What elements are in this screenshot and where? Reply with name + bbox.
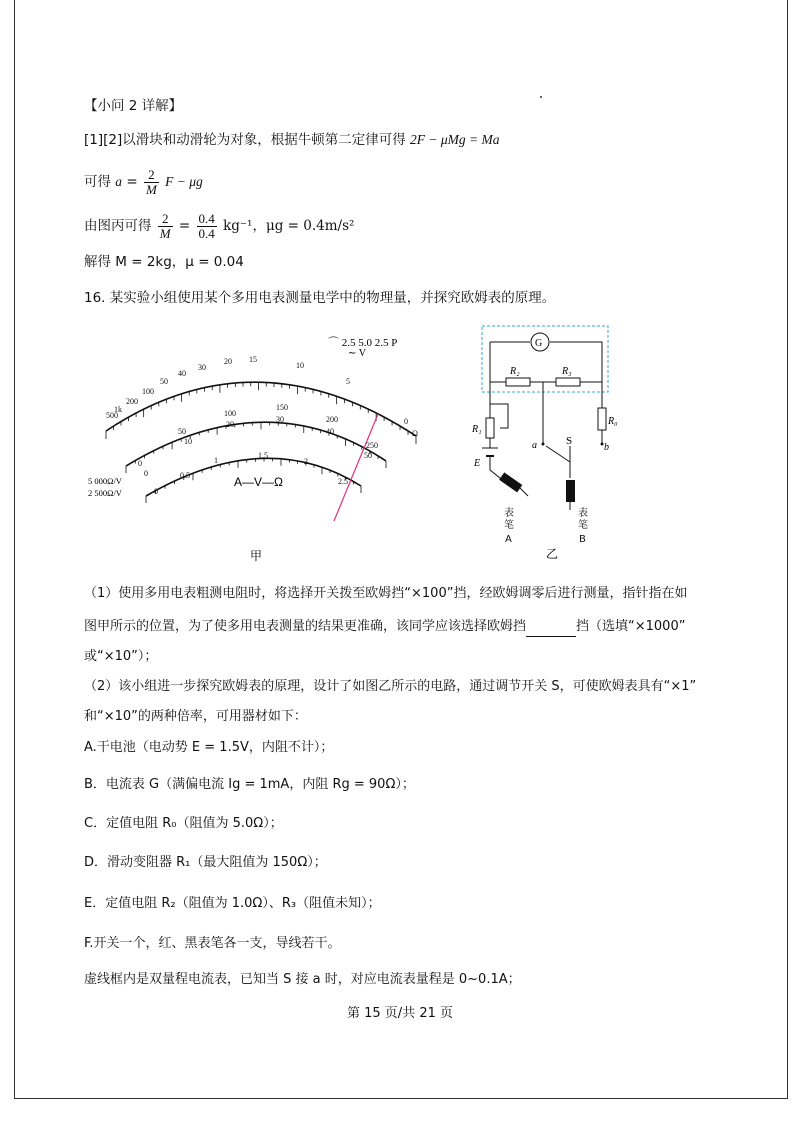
dc-label-2: 40 [326,427,334,436]
r1-label: R₁ [472,424,482,435]
switch-s [546,446,570,462]
probe-b-label: 笔 [578,520,588,531]
fraction-2-over-m [144,168,159,197]
dc-label: 250 [366,441,378,450]
part-2-line-1: （2）该小组进一步探究欧姆表的原理，设计了如图乙所示的电路，通过调节开关 S，可使欧姆表具有“×1” [84,679,697,694]
ohm-label: 40 [178,369,186,378]
figure-caption-jia: 甲 [250,549,263,563]
fraction-2-over-m-b [158,212,173,241]
fraction-denominator: 0.4 [198,226,215,241]
inner-label: 0.5 [180,471,190,480]
ohm-label: 500 [106,411,118,420]
resistor-r2 [506,378,530,386]
dc-label-2: 0 [144,469,148,478]
dc-label: 0 [138,459,142,468]
battery-label: E [474,458,481,469]
derivation-2-tail: F − μg [165,174,203,189]
inner-label: 1.5 [258,451,268,460]
inner-label: 0 [154,487,158,496]
newton-equation: 2F − μMg = Ma [410,132,500,147]
multimeter-dial-figure [86,326,432,566]
dial-top-marks: ⌒ 2.5 5.0 2.5 P [328,337,398,349]
dc-label: 100 [224,409,236,418]
probe-b-label: B [579,534,586,545]
section-title: 【小问 2 详解】 [84,98,183,114]
r2-label: R₂ [510,366,520,377]
probe-a-label: A [505,534,512,545]
item-d: D．滑动变阻器 R₁（最大阻值为 150Ω）； [84,855,327,870]
item-f: F.开关一个，红、黑表笔各一支，导线若干。 [84,936,341,951]
probe-a [499,472,522,492]
item-e: E．定值电阻 R₂（阻值为 1.0Ω）、R₃（阻值未知）； [84,896,381,911]
speck [540,96,542,98]
ohm-label: 0 [404,417,408,426]
figure-caption-yi: 乙 [546,547,559,560]
galvanometer-label: G [535,338,543,349]
ohm-label: 50 [160,377,168,386]
derivation-line-2: 可得 a = $\frac{2}{M}$ F − μg [84,167,203,197]
dc-label-2: 20 [226,420,234,429]
dc-label: 150 [276,403,288,412]
ohm-label: 100 [142,387,154,396]
ohm-label: 200 [126,397,138,406]
fraction-denominator: M [145,182,157,197]
fraction-numerator: 0.4 [198,211,215,226]
part-1-line-3: 或“×10”）； [84,649,158,664]
dc-label: 200 [326,415,338,424]
item-b: B．电流表 G（满偏电流 Ig = 1mA，内阻 Rg = 90Ω）； [84,777,415,792]
probe-a-label: 表 [504,508,514,519]
r0-label: R₀ [608,416,618,427]
part-1-line-2-tail: 挡（选填“×1000” [576,619,686,634]
derivation-1-prefix: [1][2]以滑块和动滑轮为对象，根据牛顿第二定律可得 [84,132,406,148]
derivation-line-4: 解得 M = 2kg，μ = 0.04 [84,254,244,270]
dc-label-2: 50 [364,451,372,460]
meter-pointer [334,414,378,521]
resistor-r3 [556,378,580,386]
page-footer: 第 15 页/共 21 页 [347,1006,453,1021]
fraction-slope [197,212,217,241]
ohm-label: 20 [224,357,232,366]
r3-label: R₃ [562,366,572,377]
probe-b [566,480,575,502]
inner-label: 1 [214,456,218,465]
ohm-label: 30 [198,363,206,372]
part-1-line-2 [84,617,685,637]
rheostat-r1 [486,418,494,438]
item-a: A.干电池（电动势 E = 1.5V，内阻不计）； [84,740,334,755]
item-c: C．定值电阻 R₀（阻值为 5.0Ω）； [84,816,283,831]
inner-label: 2.5 [338,477,348,486]
dial-top-marks-2: ∼ V [348,348,366,359]
derivation-line-3: 由图丙可得 $\frac{2}{M}$ = $\frac{0.4}{0.4}$ kg⁻¹，μg = 0.4m/s² [84,211,355,241]
switch-label: S [566,435,573,447]
terminal-a-label: a [532,440,537,451]
part-1-line-1: （1）使用多用电表粗测电阻时，将选择开关拨至欧姆挡“×100”挡，经欧姆调零后进行测量，指针指在如 [84,586,688,601]
part-2-line-2: 和“×10”的两种倍率，可用器材如下： [84,709,307,724]
fraction-numerator: 2 [158,212,173,227]
acceleration-symbol: a [115,174,123,189]
unit-kg-inverse: kg⁻¹ [223,218,253,234]
derivation-3-prefix: 由图丙可得 [84,218,152,234]
probe-b-label: 表 [578,508,588,519]
part-1-line-2-text: 图甲所示的位置，为了使多用电表测量的结果更准确，该同学应该选择欧姆挡 [84,619,527,634]
ohm-label: 15 [249,355,257,364]
function-label: A—V—Ω [234,475,283,489]
dc-label-2: 30 [276,415,284,424]
dc-label: 50 [178,427,186,436]
ohm-label: 5 [346,377,350,386]
inner-label: 2 [304,457,308,466]
answer-blank[interactable] [526,622,576,637]
terminal-b-label: b [604,442,609,453]
ohmmeter-circuit-figure [470,320,620,560]
sensitivity-ac: 2 500Ω/V [88,488,122,498]
fraction-numerator: 2 [144,168,159,183]
derivation-2-prefix: 可得 [84,174,111,190]
derivation-3-tail: ，μg = 0.4m/s² [252,218,355,234]
ohm-unit: Ω [412,429,418,438]
resistor-r0 [598,408,606,430]
ohm-label: 10 [296,361,304,370]
sensitivity-dc: 5 000Ω/V [88,476,122,486]
question-16-stem: 16. 某实验小组使用某个多用电表测量电学中的物理量，并探究欧姆表的原理。 [84,290,556,306]
closing-statement: 虚线框内是双量程电流表，已知当 S 接 a 时，对应电流表量程是 0~0.1A； [84,972,521,987]
ohm-label: 1k [114,405,122,414]
derivation-line-1 [84,130,500,150]
dc-label-2: 10 [184,437,192,446]
fraction-denominator: M [159,226,171,241]
probe-a-label: 笔 [504,520,514,531]
